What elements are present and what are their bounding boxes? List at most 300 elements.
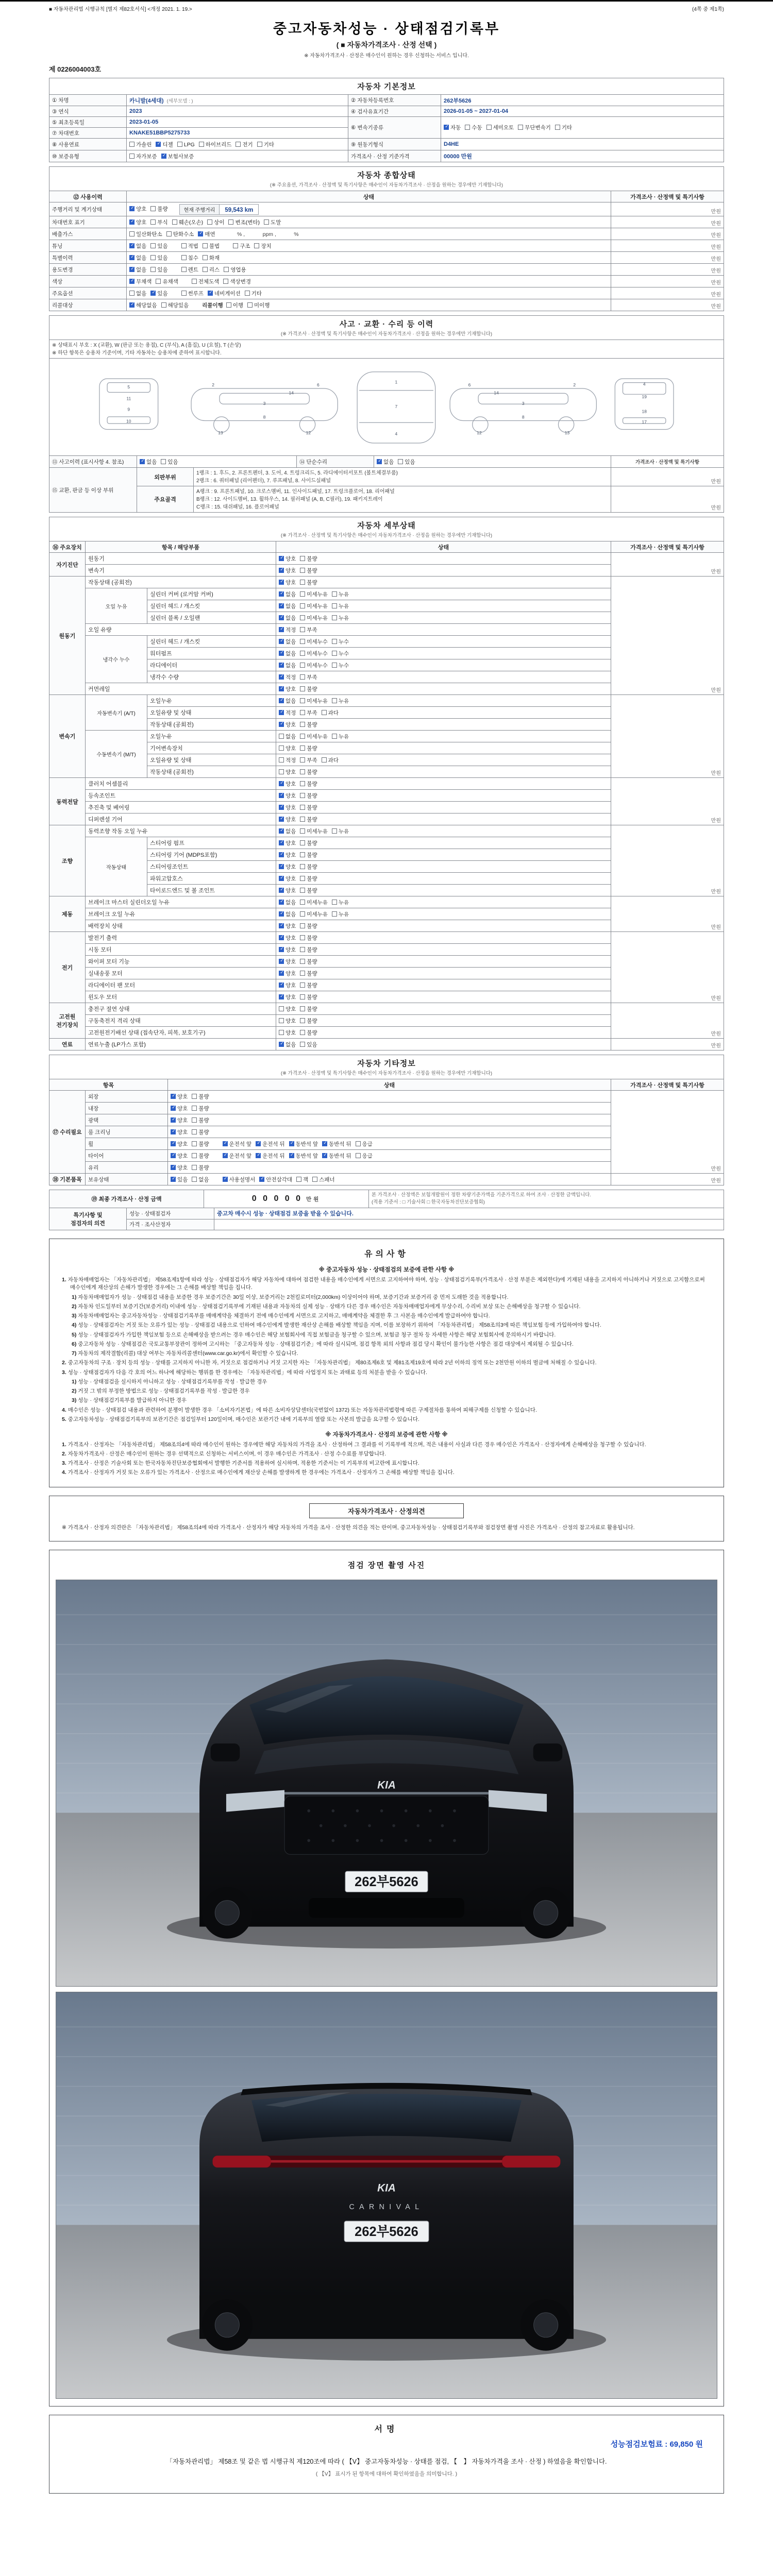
checkbox[interactable] — [300, 603, 305, 608]
checkbox[interactable] — [207, 219, 212, 225]
option-적법: 적법 — [181, 242, 198, 250]
checkbox[interactable] — [332, 603, 337, 608]
checkbox-checked[interactable] — [171, 1153, 176, 1158]
checkbox-checked[interactable] — [279, 580, 284, 585]
notice-item — [62, 1294, 711, 1302]
diagram-note: ※ 하단 항목은 승용차 기준이며, 기타 자동차는 승용차에 준하여 표시합니다. — [52, 350, 222, 356]
checkbox-checked[interactable] — [171, 1106, 176, 1111]
checkbox-checked[interactable] — [322, 1153, 327, 1158]
checkbox-checked[interactable] — [256, 1141, 261, 1146]
device-group-label: 전기 — [49, 932, 86, 1003]
checkbox[interactable] — [279, 745, 284, 751]
checkbox[interactable] — [156, 279, 161, 284]
item-label: 보유상태 — [86, 1174, 168, 1185]
checkbox[interactable] — [192, 1106, 197, 1111]
column-header: 상태 — [276, 541, 611, 553]
checkbox-checked[interactable] — [129, 255, 135, 260]
item-label: 연료누출 (LP가스 포함) — [86, 1039, 276, 1050]
checkbox[interactable] — [300, 745, 305, 751]
checkbox-checked[interactable] — [140, 459, 145, 464]
diagram-row — [49, 359, 724, 456]
checkbox[interactable] — [279, 1006, 284, 1011]
checkbox[interactable] — [300, 935, 305, 940]
checkbox[interactable] — [322, 710, 327, 715]
checkbox[interactable] — [300, 781, 305, 786]
option-적정: ✓ 적정 — [279, 709, 296, 717]
checkbox[interactable] — [332, 615, 337, 620]
checkbox-checked[interactable] — [171, 1129, 176, 1134]
checkbox[interactable] — [300, 828, 305, 834]
checkbox[interactable] — [300, 568, 305, 573]
state-cell — [276, 671, 611, 683]
price-cell: 만원 — [611, 695, 724, 778]
field-value — [127, 117, 348, 128]
checkbox-checked[interactable] — [171, 1177, 176, 1182]
inspection-photo-rear — [56, 1992, 717, 2399]
detail-row — [49, 778, 724, 790]
checkbox[interactable] — [300, 627, 305, 632]
checkbox[interactable] — [486, 125, 492, 130]
checkbox[interactable] — [332, 698, 337, 703]
checkbox[interactable] — [150, 206, 156, 211]
state-cell — [276, 837, 611, 849]
option-부족: 부족 — [300, 673, 317, 681]
state-cell — [168, 1103, 611, 1114]
checkbox-checked[interactable] — [279, 651, 284, 656]
checkbox-checked[interactable] — [279, 698, 284, 703]
checkbox[interactable] — [300, 698, 305, 703]
price-cell: 만원 — [611, 468, 724, 486]
field-label: ② 자동차등록번호 — [348, 95, 441, 106]
checkbox[interactable] — [223, 279, 228, 284]
overall-row — [49, 287, 724, 299]
checkbox[interactable] — [300, 757, 305, 762]
checkbox[interactable] — [228, 219, 233, 225]
checkbox[interactable] — [279, 1030, 284, 1035]
state-cell — [276, 802, 611, 814]
checkbox[interactable] — [300, 580, 305, 585]
checkbox-checked[interactable] — [279, 627, 284, 632]
checkbox[interactable] — [226, 302, 231, 308]
checkbox[interactable] — [332, 639, 337, 644]
option-미세누유: 미세누유 — [300, 602, 328, 610]
checkbox-checked[interactable] — [208, 291, 213, 296]
item-label: 브레이크 오일 누유 — [86, 908, 276, 920]
checkbox-checked[interactable] — [279, 615, 284, 620]
checkbox[interactable] — [332, 900, 337, 905]
checkbox-checked[interactable] — [279, 710, 284, 715]
checkbox[interactable] — [199, 142, 204, 147]
checkbox[interactable] — [192, 1117, 197, 1123]
checkbox-checked[interactable] — [129, 267, 135, 272]
option-불법: 불법 — [203, 242, 220, 250]
checkbox-checked[interactable] — [279, 994, 284, 999]
price-basis-note: 본 가격조사 · 산정액은 보험개발원이 정한 차량기준가액을 기준가격으로 하여 조사 · 산정한 금액입니다. — [372, 1192, 592, 1198]
checkbox-checked[interactable] — [223, 1177, 228, 1182]
car-diagram-shape: 2 — [212, 382, 215, 387]
checkbox-checked[interactable] — [289, 1141, 294, 1146]
checkbox-checked[interactable] — [156, 142, 161, 147]
checkbox-checked[interactable] — [279, 840, 284, 845]
checkbox[interactable] — [181, 255, 187, 260]
checkbox[interactable] — [356, 1141, 361, 1146]
checkbox[interactable] — [300, 994, 305, 999]
checkbox[interactable] — [192, 1094, 197, 1099]
checkbox-checked[interactable] — [279, 591, 284, 597]
item-label: 휠 — [86, 1138, 168, 1150]
checkbox[interactable] — [181, 291, 187, 296]
checkbox[interactable] — [296, 1177, 301, 1182]
checkbox[interactable] — [300, 888, 305, 893]
notice-item — [62, 1341, 711, 1349]
section-accident-history — [49, 315, 724, 513]
checkbox[interactable] — [203, 267, 208, 272]
checkbox[interactable] — [192, 1141, 197, 1146]
checkbox[interactable] — [192, 1153, 197, 1158]
checkbox[interactable] — [332, 591, 337, 597]
checkbox[interactable] — [300, 639, 305, 644]
checkbox-checked[interactable] — [444, 125, 449, 130]
checkbox-checked[interactable] — [279, 1042, 284, 1047]
price-column-header: 가격조사 · 산정액 및 특기사항 — [635, 460, 699, 465]
checkbox-checked[interactable] — [279, 923, 284, 928]
option-없음: ✓ 없음 — [140, 458, 157, 466]
checkbox-checked[interactable] — [279, 817, 284, 822]
checkbox-checked[interactable] — [279, 639, 284, 644]
checkbox-checked[interactable] — [279, 663, 284, 668]
car-diagram-shape: 7 — [395, 403, 398, 409]
checkbox[interactable] — [300, 663, 305, 668]
checkbox[interactable] — [150, 255, 156, 260]
fee-label: 성능점검보험료 : — [610, 2439, 668, 2449]
option-전체도색: 전체도색 — [192, 278, 220, 285]
checkbox-checked[interactable] — [129, 279, 135, 284]
checkbox-checked[interactable] — [279, 911, 284, 917]
price-cell: 만원 — [611, 1174, 724, 1185]
checkbox[interactable] — [300, 651, 305, 656]
checkbox[interactable] — [150, 243, 156, 248]
checkbox-checked[interactable] — [279, 828, 284, 834]
car-diagram-shape: 6 — [316, 382, 320, 387]
option-불량: 불량 — [300, 567, 317, 574]
detail-row — [49, 577, 724, 588]
checkbox[interactable] — [300, 722, 305, 727]
section-title — [49, 167, 724, 191]
option-미세누유: 미세누유 — [300, 733, 328, 740]
checkbox-checked[interactable] — [279, 556, 284, 561]
notice-item — [62, 1312, 711, 1320]
photo-shape — [534, 2313, 558, 2337]
checkbox[interactable] — [300, 876, 305, 881]
checkbox-checked[interactable] — [129, 302, 135, 308]
option-스패너: 스패너 — [312, 1176, 334, 1183]
checkbox[interactable] — [150, 219, 156, 225]
checkbox[interactable] — [300, 1042, 305, 1047]
item-label: 동력조향 작동 오일 누유 — [86, 825, 276, 837]
item-label: 오일누유 — [147, 731, 276, 742]
price-cell: 만원 — [611, 896, 724, 932]
checkbox-checked[interactable] — [223, 1153, 228, 1158]
checkbox[interactable] — [465, 125, 470, 130]
checkbox[interactable] — [279, 757, 284, 762]
checkbox[interactable] — [300, 615, 305, 620]
checkbox[interactable] — [300, 864, 305, 869]
checkbox[interactable] — [300, 591, 305, 597]
checkbox-checked[interactable] — [279, 935, 284, 940]
checkbox[interactable] — [300, 674, 305, 680]
checkbox-checked[interactable] — [256, 1153, 261, 1158]
notice-item-text: 매수인은 성능 · 상태점검 내용과 관련하여 분쟁이 발생한 경우 「소비자기본법」에 따른 소비자상담센터(국번없이 1372) 또는 자동차관리법령에 따른 구제절차를 통하여 피해구제를 신청할 수 있습니다. — [68, 1406, 537, 1413]
photo-shape — [307, 1839, 310, 1842]
checkbox[interactable] — [245, 291, 250, 296]
checkbox-checked[interactable] — [129, 206, 135, 211]
checkbox-checked[interactable] — [322, 1141, 327, 1146]
checkbox[interactable] — [192, 1165, 197, 1170]
option-양호: ✓ 양호 — [279, 970, 296, 977]
checkbox[interactable] — [224, 267, 229, 272]
notice-item-text: 성능 · 상태점검자는 거짓 또는 오류가 있는 성능 · 상태점검 내용으로 인하여 매수인에게 발생한 재산상 손해를 배상할 책임을 지며, 이를 보장하기 위하여 「자동차관리법」 제58조의3에 따른 책임보험 등에 가입하여야 합니다. — [78, 1322, 601, 1329]
checkbox[interactable] — [150, 267, 156, 272]
option-매연: ✓ 매연 — [198, 230, 215, 238]
remarks-row — [49, 1208, 724, 1219]
page-subtitle: ( ■ 자동차가격조사 · 산정 선택 ) — [336, 41, 437, 49]
field-value — [127, 139, 348, 150]
checkbox-checked[interactable] — [279, 900, 284, 905]
overall-row — [49, 228, 724, 240]
checkbox[interactable] — [300, 686, 305, 691]
option-미세누수: 미세누수 — [300, 638, 328, 646]
checkbox-checked[interactable] — [129, 243, 135, 248]
checkbox[interactable] — [332, 911, 337, 917]
checkbox[interactable] — [300, 769, 305, 774]
checkbox[interactable] — [332, 651, 337, 656]
column-header: 가격조사 · 산정액 및 특기사항 — [611, 541, 724, 553]
checkbox[interactable] — [300, 971, 305, 976]
remarks-group-label-line: 특기사항 및 — [73, 1212, 103, 1218]
basic-info-row — [49, 95, 724, 106]
checkbox[interactable] — [300, 817, 305, 822]
item-label: 워터펌프 — [147, 648, 276, 659]
option-운전석 뒤: ✓ 운전석 뒤 — [256, 1140, 285, 1148]
checkbox-checked[interactable] — [279, 805, 284, 810]
section-title-text: 자동차 세부상태 — [357, 521, 416, 530]
checkbox-checked[interactable] — [279, 852, 284, 857]
checkbox[interactable] — [300, 840, 305, 845]
checkbox[interactable] — [161, 302, 166, 308]
notice-item-number: 2. — [62, 1360, 68, 1366]
checkbox-checked[interactable] — [377, 459, 382, 464]
option-양호: ✓ 양호 — [279, 685, 296, 693]
checkbox-checked[interactable] — [150, 291, 156, 296]
checkbox-checked[interactable] — [279, 982, 284, 988]
checkbox-checked[interactable] — [279, 876, 284, 881]
checkbox-checked[interactable] — [171, 1117, 176, 1123]
option-적정: ✓ 적정 — [279, 673, 296, 681]
checkbox[interactable] — [236, 142, 241, 147]
car-diagram-shape: 5 — [127, 384, 130, 389]
photo-shape — [309, 1898, 464, 1918]
checkbox[interactable] — [300, 911, 305, 917]
item-label: 배력장치 상태 — [86, 920, 276, 932]
checkbox-checked[interactable] — [279, 959, 284, 964]
checkbox[interactable] — [254, 243, 259, 248]
car-diagram-shape — [99, 371, 674, 443]
notice-item-number: 1. — [62, 1276, 68, 1283]
section-title-text: 자동차 종합상태 — [357, 171, 416, 180]
checkbox[interactable] — [300, 805, 305, 810]
field-value — [441, 150, 724, 162]
checkbox[interactable] — [203, 255, 208, 260]
checkbox[interactable] — [300, 923, 305, 928]
final-price-table — [49, 1190, 724, 1208]
checkbox[interactable] — [300, 982, 305, 988]
state-cell — [127, 252, 611, 264]
state-cell — [276, 577, 611, 588]
checkbox-checked[interactable] — [279, 864, 284, 869]
checkbox[interactable] — [161, 459, 166, 464]
checkbox-checked[interactable] — [171, 1165, 176, 1170]
state-cell — [276, 742, 611, 754]
checkbox-checked[interactable] — [279, 674, 284, 680]
use-history-label: 튜닝 — [49, 240, 127, 252]
basic-items-group-label: ⑱ 기본품목 — [49, 1174, 86, 1185]
checkbox[interactable] — [129, 154, 135, 159]
checkbox[interactable] — [300, 710, 305, 715]
state-cell — [276, 944, 611, 956]
checkbox-checked[interactable] — [259, 1177, 264, 1182]
value-text: 카니발(4세대) — [129, 97, 164, 104]
price-cell: 만원 — [611, 577, 724, 695]
option-불량: 불량 — [192, 1152, 209, 1160]
checkbox-checked[interactable] — [279, 793, 284, 798]
checkbox[interactable] — [129, 231, 135, 236]
checkbox[interactable] — [192, 279, 197, 284]
checkbox[interactable] — [300, 1006, 305, 1011]
spacer — [172, 289, 181, 297]
section-title-row — [49, 316, 724, 340]
checkbox[interactable] — [300, 947, 305, 952]
checkbox-checked[interactable] — [279, 686, 284, 691]
checkbox[interactable] — [300, 900, 305, 905]
checkbox[interactable] — [300, 852, 305, 857]
checkbox[interactable] — [300, 734, 305, 739]
checkbox[interactable] — [332, 828, 337, 834]
option-불량: 불량 — [300, 685, 317, 693]
checkbox[interactable] — [332, 734, 337, 739]
use-history-label: 용도변경 — [49, 264, 127, 276]
checkbox[interactable] — [356, 1153, 361, 1158]
notice-item-text: 중고자동차 성능 · 상태점검은 국토교통부장관이 정하여 고시하는 「중고자동차 성능 · 상태점검기준」에 따라 실시되며, 점검 항목 외의 사항과 점검 당시 확인이 불가능한 사항은 점검 대상에서 제외될 수 있습니다. — [78, 1341, 574, 1347]
checkbox[interactable] — [518, 125, 523, 130]
checkbox[interactable] — [203, 243, 208, 248]
option-안전삼각대: ✓ 안전삼각대 — [259, 1176, 292, 1183]
checkbox[interactable] — [177, 142, 182, 147]
checkbox[interactable] — [300, 1018, 305, 1023]
option-없음: ✓ 없음 — [129, 242, 146, 250]
checkbox[interactable] — [300, 1030, 305, 1035]
checkbox[interactable] — [233, 243, 238, 248]
checkbox[interactable] — [129, 142, 135, 147]
price-cell: 만원 — [611, 1091, 724, 1174]
notice-item-number: 6) — [72, 1341, 78, 1347]
checkbox[interactable] — [279, 734, 284, 739]
checkbox-checked[interactable] — [289, 1153, 294, 1158]
checkbox[interactable] — [172, 219, 177, 225]
option-양호: ✓ 양호 — [279, 981, 296, 989]
notice-item — [62, 1441, 711, 1449]
checkbox-checked[interactable] — [279, 603, 284, 608]
checkbox[interactable] — [300, 959, 305, 964]
checkbox[interactable] — [264, 219, 269, 225]
photo-shape — [307, 1809, 310, 1812]
checkbox[interactable] — [398, 459, 403, 464]
option-없음: ✓ 없음 — [279, 590, 296, 598]
detail-row — [49, 695, 724, 707]
checkbox[interactable] — [279, 1018, 284, 1023]
car-diagram-shape: 3 — [522, 400, 525, 406]
checkbox[interactable] — [192, 1177, 197, 1182]
checkbox[interactable] — [166, 231, 172, 236]
checkbox[interactable] — [181, 243, 187, 248]
checkbox-checked[interactable] — [279, 781, 284, 786]
checkbox-checked[interactable] — [279, 888, 284, 893]
state-cell — [168, 1174, 611, 1185]
overall-row — [49, 202, 724, 216]
item-label: 시동 모터 — [86, 944, 276, 956]
checkbox-checked[interactable] — [161, 154, 166, 159]
checkbox-checked[interactable] — [223, 1141, 228, 1146]
checkbox[interactable] — [322, 757, 327, 762]
checkbox[interactable] — [279, 769, 284, 774]
odometer-label: 현재 주행거리 — [180, 205, 220, 214]
checkbox-checked[interactable] — [198, 231, 203, 236]
detail-row — [49, 1039, 724, 1050]
item-label: 작동상태 (공회전) — [86, 577, 276, 588]
checkbox-checked[interactable] — [171, 1141, 176, 1146]
checkbox[interactable] — [300, 793, 305, 798]
basic-items-row — [49, 1174, 724, 1185]
checkbox[interactable] — [192, 1129, 197, 1134]
checkbox-checked[interactable] — [279, 971, 284, 976]
checkbox[interactable] — [332, 663, 337, 668]
checkbox-checked[interactable] — [279, 947, 284, 952]
checkbox[interactable] — [181, 267, 187, 272]
car-diagram-shape: 8 — [522, 414, 525, 420]
car-diagram-shape: 6 — [468, 382, 471, 387]
car-diagram-shape: 19 — [642, 394, 647, 399]
checkbox-checked[interactable] — [171, 1094, 176, 1099]
state-cell — [276, 896, 611, 908]
checkbox-checked[interactable] — [129, 219, 135, 225]
checkbox-checked[interactable] — [279, 568, 284, 573]
option-누수: 누수 — [332, 638, 349, 646]
checkbox[interactable] — [312, 1177, 317, 1182]
option-미세누유: 미세누유 — [300, 910, 328, 918]
checkbox[interactable] — [129, 291, 135, 296]
section-title — [49, 78, 724, 95]
price-cell: 만원 — [611, 202, 724, 216]
detail-row — [49, 825, 724, 837]
state-cell — [168, 1138, 611, 1150]
checkbox[interactable] — [247, 302, 253, 308]
checkbox[interactable] — [555, 125, 560, 130]
section-photos — [49, 1550, 724, 2406]
checkbox[interactable] — [300, 556, 305, 561]
checkbox-checked[interactable] — [279, 722, 284, 727]
checkbox[interactable] — [257, 142, 262, 147]
item-label: 스티어링조인트 — [147, 861, 276, 873]
value-text: 2023-01-05 — [129, 119, 159, 125]
